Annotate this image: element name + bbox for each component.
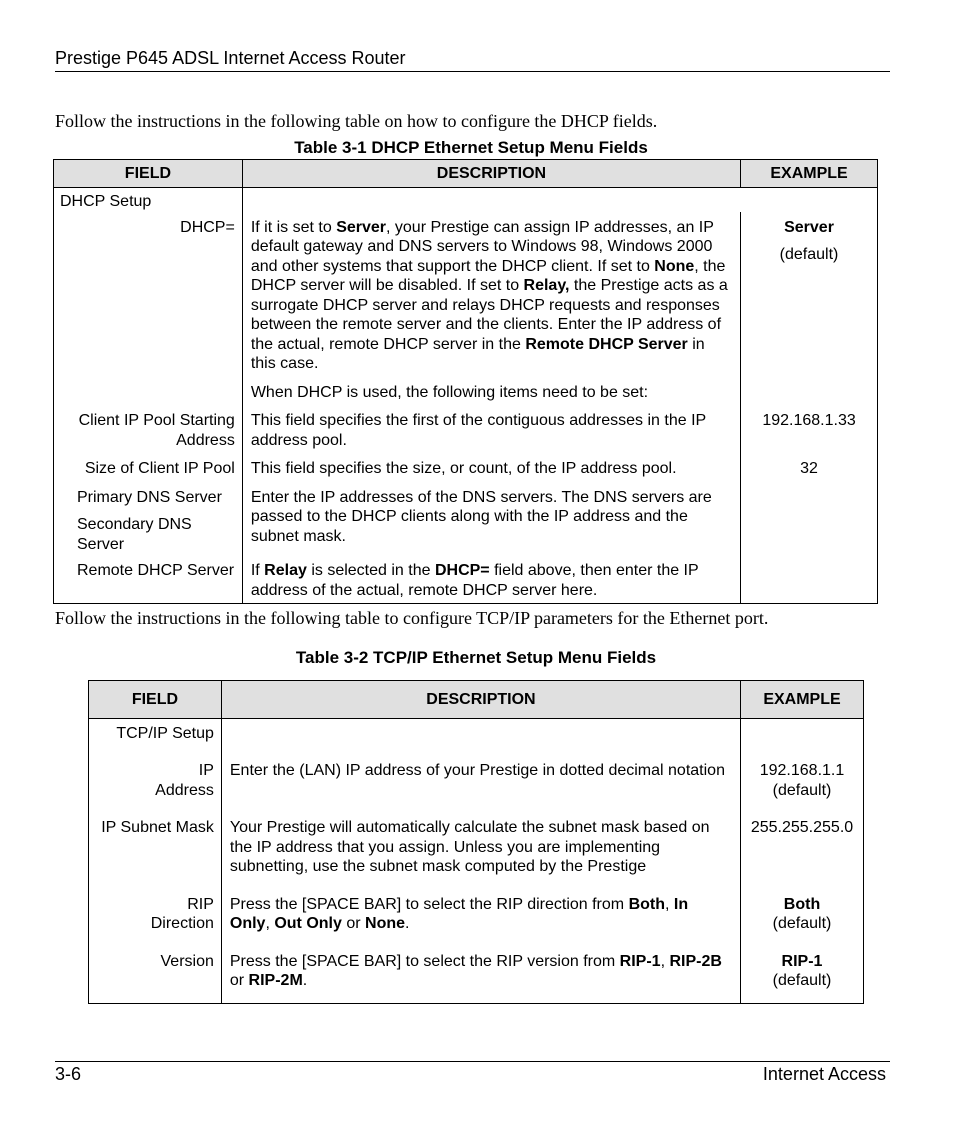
field-pool-size: Size of Client IP Pool [54,451,243,480]
chapter-title: Internet Access [762,1064,886,1084]
example-pool-size: 32 [741,451,878,480]
table-row [89,878,864,935]
desc-dhcp: If it is set to Server, your Prestige can assign IP addresses, an IP default gateway and DNS servers to Windows 98, Windows 2000 and other systems that support the DHCP client. If set to None, the DHCP server will be disabled. If set to Relay, the Prestige acts as a surrogate DHCP server and relays DHCP requests and responses between the remote server and the clients. Enter the IP address of the actual, remote DHCP server in the Remote DHCP Server in this case. [242,212,740,375]
desc-pool-start: This field specifies the first of the contiguous addresses in the IP address pool. [242,403,740,451]
dhcp-fields-table [53,159,878,604]
desc-note: When DHCP is used, the following items need to be set: [242,375,740,404]
col-header-example: EXAMPLE [741,160,878,188]
section-label: DHCP Setup [54,188,243,212]
footer-rule [55,1061,890,1062]
desc-remote-dhcp: If Relay is selected in the DHCP= field above, then enter the IP address of the actual, remote DHCP server here. [242,554,740,604]
table-row [54,480,878,555]
desc-rip-direction: Press the [SPACE BAR] to select the RIP direction from Both, In Only, Out Only or None. [221,878,740,935]
table-row [54,188,878,212]
example-ip-address: 192.168.1.1 (default) [741,756,864,801]
field-version: Version [89,935,222,1004]
section-label: TCP/IP Setup [89,719,222,757]
table1-caption: Table 3-1 DHCP Ethernet Setup Menu Fields [294,138,648,157]
table-row [54,375,878,404]
field-rip-direction: RIP Direction [89,878,222,935]
field-dhcp: DHCP= [54,212,243,375]
table-row [54,554,878,604]
col-header-description: DESCRIPTION [221,681,740,719]
header-rule [55,71,890,72]
table2-caption: Table 3-2 TCP/IP Ethernet Setup Menu Fields [295,648,657,667]
example-subnet-mask: 255.255.255.0 [741,801,864,878]
tcpip-fields-table [88,680,864,1004]
field-pool-start: Client IP Pool Starting Address [54,403,243,451]
intro-paragraph-1: Follow the instructions in the following table on how to configure the DHCP fields. [55,111,658,131]
desc-ip-address: Enter the (LAN) IP address of your Prestige in dotted decimal notation [221,756,740,801]
table-row [54,212,878,375]
table-row [89,756,864,801]
example-pool-start: 192.168.1.33 [741,403,878,451]
desc-subnet-mask: Your Prestige will automatically calculate the subnet mask based on the IP address that you assign. Unless you are implementing subnetting, use the subnet mask computed by the Prestige [221,801,740,878]
desc-version: Press the [SPACE BAR] to select the RIP version from RIP-1, RIP-2B or RIP-2M. [221,935,740,1004]
example-version: RIP-1 (default) [741,935,864,1004]
col-header-description: DESCRIPTION [242,160,740,188]
table-row [89,801,864,878]
field-ip-address: IP Address [89,756,222,801]
example-dhcp: Server (default) [741,212,878,375]
desc-pool-size: This field specifies the size, or count, of the IP address pool. [242,451,740,480]
table-row [54,403,878,451]
intro-paragraph-2: Follow the instructions in the following table to configure TCP/IP parameters for the Ethernet port. [55,608,769,628]
table-row [89,719,864,757]
desc-dns: Enter the IP addresses of the DNS servers. The DNS servers are passed to the DHCP clients along with the IP address and the subnet mask. [242,480,740,555]
field-remote-dhcp: Remote DHCP Server [54,554,243,604]
col-header-field: FIELD [89,681,222,719]
field-subnet-mask: IP Subnet Mask [89,801,222,878]
page-number: 3-6 [55,1064,82,1084]
col-header-example: EXAMPLE [741,681,864,719]
example-rip-direction: Both (default) [741,878,864,935]
table-row [89,935,864,1004]
field-dns: Primary DNS Server Secondary DNS Server [54,480,243,555]
col-header-field: FIELD [54,160,243,188]
table-row [54,451,878,480]
page-header-title: Prestige P645 ADSL Internet Access Router [55,48,406,68]
